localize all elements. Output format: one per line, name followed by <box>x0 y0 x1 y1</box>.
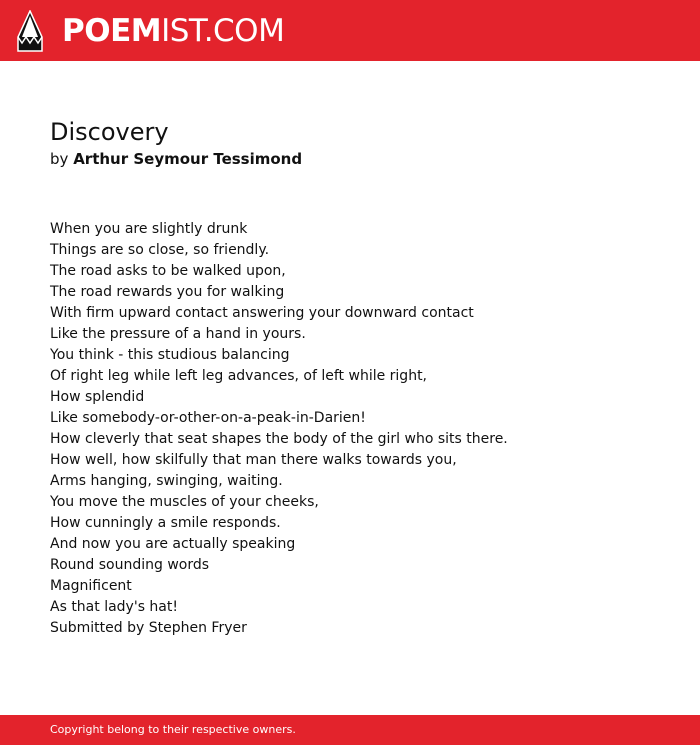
poem-line: Things are so close, so friendly. <box>50 242 270 258</box>
poem-body <box>50 219 670 639</box>
byline <box>50 148 302 170</box>
poem-line: You think - this studious balancing <box>50 347 290 363</box>
poem-line: How cunningly a smile responds. <box>50 515 281 531</box>
by-label: by <box>50 150 69 168</box>
poem-line: The road asks to be walked upon, <box>50 263 286 279</box>
poem-line: Round sounding words <box>50 557 210 573</box>
poem-line: As that lady's hat! <box>50 599 178 615</box>
poem-line: Like the pressure of a hand in yours. <box>50 326 306 342</box>
poem-line: How cleverly that seat shapes the body of the girl who sits there. <box>50 431 508 447</box>
pencil-tip-icon[interactable] <box>17 10 43 52</box>
site-header <box>0 0 700 61</box>
poem-line: How splendid <box>50 389 145 405</box>
site-footer <box>0 715 700 745</box>
logo-light-text: IST.COM <box>161 13 285 49</box>
poem-line: And now you are actually speaking <box>50 536 296 552</box>
logo-bold-text: POEM <box>62 13 162 49</box>
poem-line: You move the muscles of your cheeks, <box>50 494 319 510</box>
poem-line: Submitted by Stephen Fryer <box>50 620 247 636</box>
poem-line: With firm upward contact answering your downward contact <box>50 305 474 321</box>
poem-line: When you are slightly drunk <box>50 221 248 237</box>
poem-line: Like somebody-or-other-on-a-peak-in-Darien! <box>50 410 366 426</box>
poem-line: Magnificent <box>50 578 132 594</box>
author-name: Arthur Seymour Tessimond <box>73 150 303 168</box>
poem-line: How well, how skilfully that man there walks towards you, <box>50 452 457 468</box>
poem-title: Discovery <box>50 118 169 146</box>
poem-line: Of right leg while left leg advances, of left while right, <box>50 368 428 384</box>
site-logo[interactable] <box>62 11 284 51</box>
poem-line: The road rewards you for walking <box>50 284 285 300</box>
copyright-text: Copyright belong to their respective owners. <box>50 723 296 736</box>
poem-line: Arms hanging, swinging, waiting. <box>50 473 283 489</box>
